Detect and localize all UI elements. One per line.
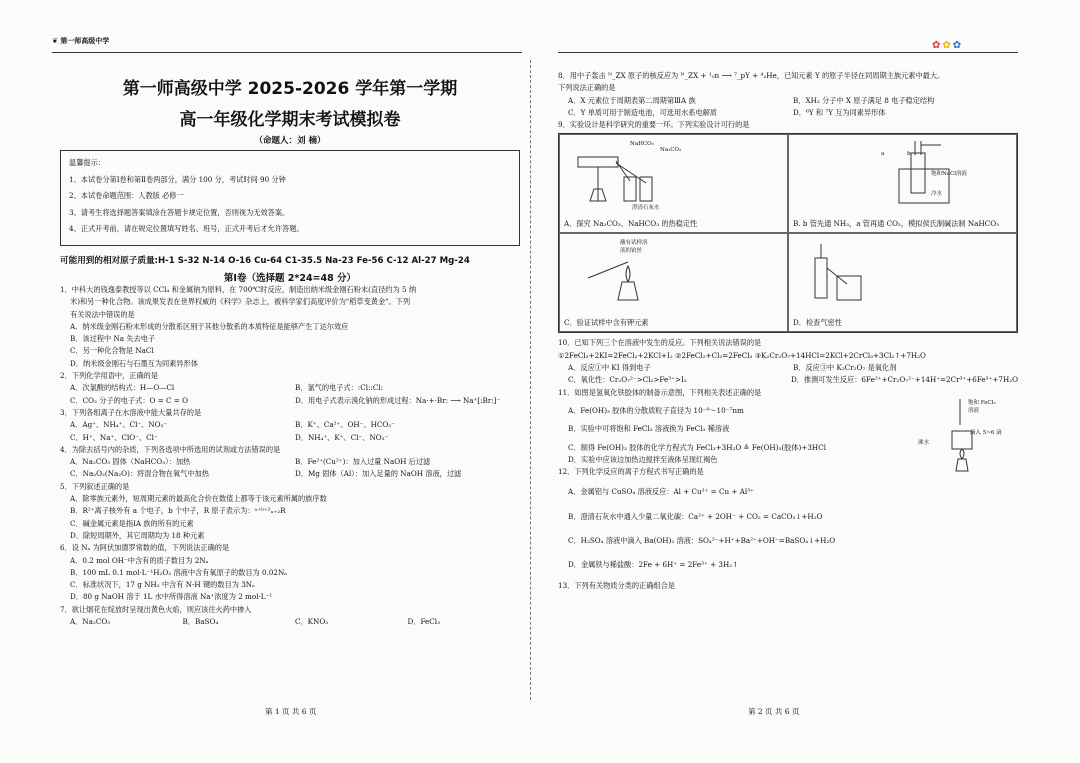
left-column bbox=[60, 60, 520, 628]
label: Na₂CO₃ bbox=[660, 147, 682, 154]
question-10: 10．已知下列三个在溶液中发生的反应。下列相关说法错误的是 ①2FeCl₃+2KI=2FeCl₂+2KCl+I₂ ②2FeCl₂+Cl₂=2FeCl₃ ③K₂Cr₂O₇+14HCl=2KCl+2CrCl₃+3Cl₂↑+7H₂O A．反应①中 KI 得到电子 B．反应③中 K₂Cr₂O₇ 是氧化剂 C．氧化性：Cr₂O₇²⁻>Cl₂>Fe³⁺>I₂ D．推测可发生反应：6Fe²⁺+Cr₂O₇²⁻+14H⁺=2Cr³⁺+6Fe³⁺+7H₂O bbox=[558, 337, 1018, 386]
option: D．纳米级金刚石与石墨互为同素异形体 bbox=[70, 358, 198, 368]
option: C．氧化性：Cr₂O₇²⁻>Cl₂>Fe³⁺>I₂ bbox=[568, 375, 687, 385]
flask-apparatus-icon bbox=[869, 139, 989, 209]
label: 冷水 bbox=[931, 191, 943, 198]
option: D．NH₄⁺、K⁺、Cl⁻、NO₃⁻ bbox=[295, 432, 389, 442]
option: A．纳米级金刚石粉末形成的分散系区别于其他分散系的本质特征是能够产生丁达尔效应 bbox=[70, 321, 349, 331]
option: C．Na₂O₂(Na₂O)：将混合物在氧气中加热 bbox=[70, 469, 209, 479]
option: C．标准状况下，17 g NH₃ 中含有 N-H 键的数目为 3Nₐ bbox=[70, 580, 255, 590]
option: C．Y 单质可用于制造电池，可选用水系电解质 bbox=[568, 107, 718, 117]
header-rule-left bbox=[52, 52, 522, 53]
option: D．除短周期外，其它周期均为 18 种元素 bbox=[70, 530, 205, 540]
flowers-icon: ✿✿✿ bbox=[932, 40, 964, 51]
label: 蘸有试样溶 bbox=[620, 240, 648, 247]
label: 液的铂丝 bbox=[620, 248, 643, 255]
option: C．H⁺、Na⁺、ClO⁻、Cl⁻ bbox=[70, 432, 158, 442]
atomic-masses: 可能用到的相对原子质量:H-1 S-32 N-14 O-16 Cu-64 C1-35.5 Na-23 Fe-56 C-12 Al-27 Mg-24 bbox=[60, 256, 470, 266]
exam-title-line2: 高一年级化学期末考试模拟卷 bbox=[179, 110, 401, 130]
exam-author: （命题人：刘 楠） bbox=[254, 136, 326, 146]
question-3: 3．下列各组离子在水溶液中能大量共存的是 A．Ag⁺、NH₄⁺、Cl⁻、NO₃⁻ B．K⁺、Ca²⁺、OH⁻、HCO₃⁻ C．H⁺、Na⁺、ClO⁻、Cl⁻ D．NH₄⁺、K⁺、Cl⁻、NO₃⁻ bbox=[60, 407, 520, 444]
question-9: 9．实验设计是科学研究的重要一环。下列实验设计可行的是 bbox=[558, 120, 750, 130]
page-number-right: 第 2 页 共 6 页 bbox=[748, 707, 800, 716]
question-6: 6．设 Nₐ 为阿伏加德罗常数的值，下列说法正确的是 A．0.2 mol OH⁻中含有的质子数目为 2Nₐ B．100 mL 0.1 mol·L⁻¹H₂O₂ 溶液中含有氧原子的数目为 0.02Nₐ C．标准状况下，17 g NH₃ 中含有 N-H 键的数目为 3Nₐ D．80 g NaOH 溶于 1L 水中所得溶液 Na⁺浓度为 2 mol·L⁻¹ bbox=[60, 542, 520, 603]
option: C．制得 Fe(OH)₃ 胶体的化学方程式为 FeCl₃+3H₂O ≜ Fe(OH)₃(胶体)+3HCl bbox=[568, 442, 826, 452]
option: A．X 元素位于周期表第二周期第ⅢA 族 bbox=[568, 95, 696, 105]
option: D．Mg 固体（Al）：加入足量的 NaOH 溶液，过滤 bbox=[295, 469, 462, 479]
school-header: ❦ 第一师高级中学 bbox=[52, 37, 110, 45]
flame-test-icon bbox=[568, 238, 658, 308]
question-5: 5．下列叙述正确的是 A．除零族元素外，短周期元素的最高化合价在数值上都等于该元素所属的族序数 B．R²⁺离子核外有 a 个电子，b 个中子，R 原子表示为：ᵃ⁺ᵇ⁺²ₐ₊₂R C．碱金属元素是指ⅠA 族的所有的元素 D．除短周期外，其它周期均为 18 种元素 bbox=[60, 481, 520, 542]
option: A．金属铝与 CuSO₄ 溶液反应：Al + Cu²⁺ = Cu + Al³⁺ bbox=[568, 487, 754, 497]
option: D．推测可发生反应：6Fe²⁺+Cr₂O₇²⁻+14H⁺=2Cr³⁺+6Fe³⁺+7H₂O bbox=[790, 375, 1018, 385]
question-8: 8．用中子轰击 ᴺ_ZX 原子的核反应为 ᴺ_ZX + ¹₀n ⟶ ⁷_pY + ⁴₂He，已知元素 Y 的原子半径在同周期主族元素中最大。 下列说法正确的是 A．X 元素位于周期表第二周期第ⅢA 族 B．XH₃ 分子中 X 原子满足 8 电子稳定结构 C．Y 单质可用于制造电池，可选用水系电解质 D．⁶Y 和 ⁷Y 互为同素异形体 bbox=[558, 70, 1018, 119]
option: A．除零族元素外，短周期元素的最高化合价在数值上都等于该元素所属的族序数 bbox=[70, 494, 327, 504]
experiment-grid bbox=[558, 133, 1018, 333]
option: A．次氯酸的结构式：H—O—Cl bbox=[70, 383, 175, 393]
experiment-cell-c bbox=[559, 233, 788, 332]
label: 沸水 bbox=[918, 439, 930, 446]
tip-item: 2、本试卷命题范围：人教版 必修一 bbox=[69, 191, 184, 200]
option: B．氯气的电子式：:Cl::Cl: bbox=[295, 383, 384, 393]
question-2: 2．下列化学用语中，正确的是 A．次氯酸的结构式：H—O—Cl B．氯气的电子式：:Cl::Cl: C．CO₂ 分子的电子式：O = C = O D．用电子式表示溴化钠的形成过程：Na·+·Br: ⟶ Na⁺[:Br:]⁻ bbox=[60, 370, 520, 407]
label: 澄清石灰水 bbox=[632, 205, 660, 212]
leaf-icon: ❦ bbox=[52, 37, 58, 45]
page-number-left: 第 1 页 共 6 页 bbox=[265, 707, 317, 716]
option: B．反应③中 K₂Cr₂O₇ 是氧化剂 bbox=[793, 363, 897, 373]
experiment-cell-a bbox=[559, 134, 788, 233]
option: B．澄清石灰水中通入少量二氧化碳：Ca²⁺ + 2OH⁻ + CO₂ = CaCO₃↓+H₂O bbox=[568, 511, 823, 521]
option: D．用电子式表示溴化钠的形成过程：Na·+·Br: ⟶ Na⁺[:Br:]⁻ bbox=[295, 395, 501, 405]
colloid-apparatus bbox=[918, 397, 1018, 477]
option: D．FeCl₃ bbox=[407, 617, 440, 627]
exam-title-line1: 第一师高级中学 2025-2026 学年第一学期 bbox=[122, 79, 458, 99]
option: B．BaSO₄ bbox=[182, 617, 219, 627]
question-1: 1．中科大的钱逸泰教授等以 CCl₄ 和金属钠为原料，在 700℃时反应，制造出纳米级金刚石粉末(直径约为 5 纳 米)和另一种化合物。该成果发表在世界权威的《科学》杂志上，被科学家们高度评价为"稻草变黄金"。下列 有关说法中错误的是 A．纳米级金刚石粉末形成的分散系区别于其他分散系的本质特征是能够产生丁达尔效应 B．该过程中 Na 失去电子 C．另一种化合物是 NaCl D．纳米级金刚石与石墨互为同素异形体 bbox=[60, 284, 520, 370]
tips-heading: 温馨提示： bbox=[69, 158, 105, 167]
option: B．Fe²⁺(Cu²⁺)：加入过量 NaOH 后过滤 bbox=[295, 457, 431, 467]
tips-box bbox=[60, 150, 520, 246]
caption: A．探究 Na₂CO₃、NaHCO₃ 的热稳定性 bbox=[564, 219, 698, 229]
label: 溶液 bbox=[968, 407, 980, 414]
caption: D．检查气密性 bbox=[793, 318, 842, 328]
label: a bbox=[881, 151, 885, 158]
option: A．Na₂CO₃ 固体（NaHCO₃）：加热 bbox=[70, 457, 191, 467]
label: 滴入 5~6 滴 bbox=[970, 429, 1002, 436]
experiment-cell-b bbox=[788, 134, 1017, 233]
option: B．100 mL 0.1 mol·L⁻¹H₂O₂ 溶液中含有氧原子的数目为 0.02Nₐ bbox=[70, 567, 288, 577]
page-divider bbox=[530, 60, 531, 700]
option: B．实验中可将饱和 FeCl₃ 溶液换为 FeCl₃ 稀溶液 bbox=[568, 424, 730, 434]
option: A．Fe(OH)₃ 胶体的分散质粒子直径为 10⁻⁹～10⁻⁷nm bbox=[568, 405, 744, 415]
option: C．CO₂ 分子的电子式：O = C = O bbox=[70, 395, 189, 405]
option: B．K⁺、Ca²⁺、OH⁻、HCO₃⁻ bbox=[295, 420, 395, 430]
option: A．反应①中 KI 得到电子 bbox=[568, 363, 651, 373]
tip-item: 3、请考生将选择题答案填涂在答题卡规定位置，否则视为无效答案。 bbox=[69, 207, 290, 217]
question-4: 4．为除去括号内的杂质，下列各选项中所选用的试剂或方法错误的是 A．Na₂CO₃ 固体（NaHCO₃）：加热 B．Fe²⁺(Cu²⁺)：加入过量 NaOH 后过滤 C．Na₂O₂(Na₂O)：将混合物在氧气中加热 D．Mg 固体（Al）：加入足量的 NaOH 溶液，过滤 bbox=[60, 444, 520, 481]
option: B．XH₃ 分子中 X 原子满足 8 电子稳定结构 bbox=[793, 95, 935, 105]
caption: B. b 管先通 NH₃，a 管再通 CO₂，模拟侯氏制碱法制 NaHCO₃ bbox=[793, 219, 999, 229]
option: B．该过程中 Na 失去电子 bbox=[70, 334, 156, 344]
right-column bbox=[558, 60, 1018, 592]
caption: C．验证试样中含有钾元素 bbox=[564, 318, 649, 328]
header-rule-right bbox=[558, 52, 1018, 53]
reactions: ①2FeCl₃+2KI=2FeCl₂+2KCl+I₂ ②2FeCl₂+Cl₂=2FeCl₃ ③K₂Cr₂O₇+14HCl=2KCl+2CrCl₃+3Cl₂↑+7H₂O bbox=[558, 350, 926, 360]
option: C．另一种化合物是 NaCl bbox=[70, 346, 154, 356]
option: D．⁶Y 和 ⁷Y 互为同素异形体 bbox=[793, 107, 886, 117]
label: 饱和 FeCl₃ bbox=[968, 399, 996, 406]
option: A．Na₂CO₃ bbox=[70, 617, 111, 627]
option: D．金属铁与稀盐酸：2Fe + 6H⁺ = 2Fe³⁺ + 3H₂↑ bbox=[568, 560, 739, 570]
option: C．KNO₃ bbox=[295, 617, 329, 627]
question-7: 7．欲让烟花在绽放时呈现出黄色火焰，则应该往火药中掺入 A．Na₂CO₃ B．BaSO₄ C．KNO₃ D．FeCl₃ bbox=[60, 604, 520, 629]
option: C．H₂SO₄ 溶液中滴入 Ba(OH)₂ 溶液：SO₄²⁻+H⁺+Ba²⁺+OH⁻=BaSO₄↓+H₂O bbox=[568, 536, 836, 546]
section-title: 第Ⅰ卷（选择题 2*24=48 分） bbox=[223, 273, 357, 284]
option: A．0.2 mol OH⁻中含有的质子数目为 2Nₐ bbox=[70, 555, 209, 565]
label: NaHCO₃ bbox=[630, 141, 654, 148]
heating-apparatus-icon bbox=[568, 139, 660, 212]
experiment-cell-d bbox=[788, 233, 1017, 332]
question-13: 13．下列有关物质分类的正确组合是 bbox=[558, 580, 675, 590]
label: 饱和NaCl溶液 bbox=[931, 171, 968, 178]
option: D．实验中应该边加热边搅拌至液体呈现红褐色 bbox=[568, 454, 718, 464]
question-12: 12．下列化学反应的离子方程式书写正确的是 A．金属铝与 CuSO₄ 溶液反应：Al + Cu²⁺ = Cu + Al³⁺ B．澄清石灰水中通入少量二氧化碳：Ca²⁺ + 2OH⁻ + CO₂ = CaCO₃↓+H₂O C．H₂SO₄ 溶液中滴入 Ba(OH)₂ 溶液：SO₄²⁻+H⁺+Ba²⁺+OH⁻=BaSO₄↓+H₂O D．金属铁与稀盐酸：2Fe + 6H⁺ = 2Fe³⁺ + 3H₂↑ bbox=[558, 466, 1018, 571]
option: D．80 g NaOH 溶于 1L 水中所得溶液 Na⁺浓度为 2 mol·L⁻¹ bbox=[70, 592, 273, 602]
option: A．Ag⁺、NH₄⁺、Cl⁻、NO₃⁻ bbox=[70, 420, 168, 430]
question-11: 11．如图是氢氧化铁胶体的制备示意图，下列相关表述正确的是 饱和 FeCl₃ 溶液 滴入 5~6 滴 沸水 A．Fe(OH)₃ 胶体的分散质粒子直径为 10⁻⁹～10⁻⁷nm B．实验中可将饱和 FeCl₃ 溶液换为 FeCl₃ 稀溶液 C．制得 Fe(OH)₃ 胶体的化学方程式为 FeCl₃+3H₂O ≜ Fe(OH)₃(胶体)+3HCl D．实验中应该边加热边搅拌至液体呈现红褐色 bbox=[558, 387, 1018, 466]
airtight-test-icon bbox=[797, 238, 877, 308]
label: b bbox=[907, 151, 911, 158]
tip-item: 1、本试卷分第Ⅰ卷和第Ⅱ卷两部分，满分 100 分，考试时间 90 分钟 bbox=[69, 174, 286, 184]
option: C．碱金属元素是指ⅠA 族的所有的元素 bbox=[70, 518, 194, 528]
tip-item: 4、正式开考前，请在规定位置填写姓名、班号，正式开考后才允许答题。 bbox=[69, 224, 304, 233]
option: B．R²⁺离子核外有 a 个电子，b 个中子，R 原子表示为：ᵃ⁺ᵇ⁺²ₐ₊₂R bbox=[70, 506, 286, 516]
